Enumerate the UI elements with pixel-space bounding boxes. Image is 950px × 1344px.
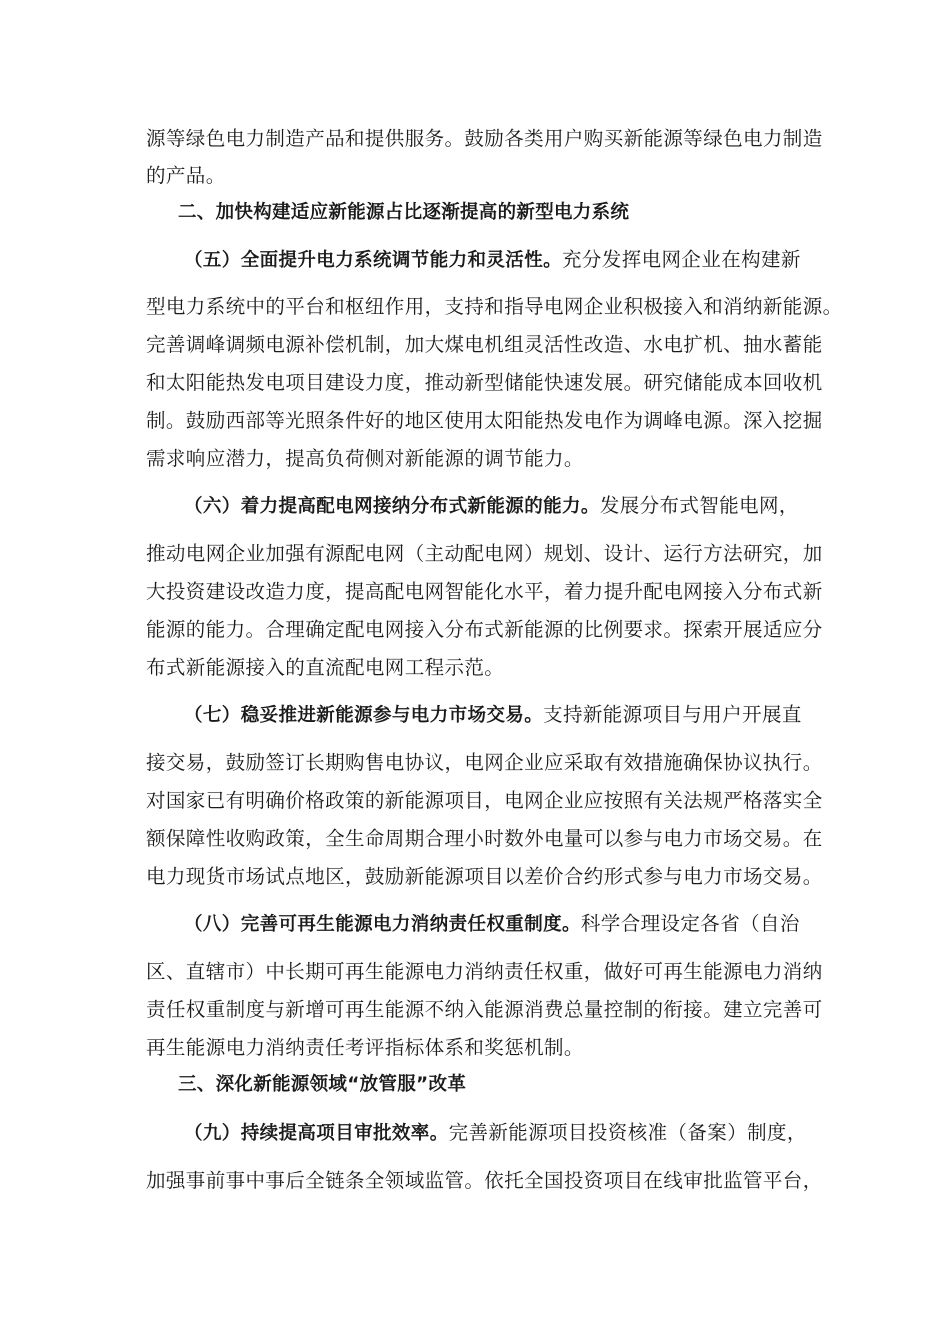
paragraph-line: 再生能源电力消纳责任考评指标体系和奖惩机制。 bbox=[146, 1036, 584, 1059]
paragraph-line: 额保障性收购政策，全生命周期合理小时数外电量可以参与电力市场交易。在 bbox=[146, 827, 823, 850]
item-lead-text: 发展分布式智能电网， bbox=[599, 494, 799, 517]
item-title: （八）完善可再生能源电力消纳责任权重制度。 bbox=[184, 914, 581, 935]
paragraph-line: 对国家已有明确价格政策的新能源项目，电网企业应按照有关法规严格落实全 bbox=[146, 789, 823, 812]
paragraph-line: 布式新能源接入的直流配电网工程示范。 bbox=[146, 656, 505, 679]
paragraph-line: 能源的能力。合理确定配电网接入分布式新能源的比例要求。探索开展适应分 bbox=[146, 618, 823, 641]
item-title: （六）着力提高配电网接纳分布式新能源的能力。 bbox=[184, 496, 600, 517]
item-lead-text: 支持新能源项目与用户开展直 bbox=[543, 703, 802, 726]
item-lead-line bbox=[184, 1119, 807, 1148]
item-lead-line bbox=[184, 701, 802, 730]
paragraph-line: 需求响应潜力，提高负荷侧对新能源的调节能力。 bbox=[146, 447, 584, 470]
paragraph-line: 制。鼓励西部等光照条件好的地区使用太阳能热发电作为调峰电源。深入挖掘 bbox=[146, 409, 823, 432]
paragraph-line: 完善调峰调频电源补偿机制，加大煤电机组灵活性改造、水电扩机、抽水蓄能 bbox=[146, 333, 823, 356]
section-heading: 二、加快构建适应新能源占比逐渐提高的新型电力系统 bbox=[178, 202, 630, 223]
item-lead-line bbox=[184, 910, 800, 939]
paragraph-line: 源等绿色电力制造产品和提供服务。鼓励各类用户购买新能源等绿色电力制造 bbox=[146, 127, 823, 150]
paragraph-line: 接交易，鼓励签订长期购售电协议，电网企业应采取有效措施确保协议执行。 bbox=[146, 751, 823, 774]
item-title: （九）持续提高项目审批效率。 bbox=[184, 1123, 449, 1144]
paragraph-line: 区、直辖市）中长期可再生能源电力消纳责任权重，做好可再生能源电力消纳 bbox=[146, 960, 823, 983]
paragraph-line: 的产品。 bbox=[146, 164, 226, 187]
section-heading: 三、深化新能源领域“放管服”改革 bbox=[178, 1074, 467, 1095]
paragraph-line: 加强事前事中事后全链条全领域监管。依托全国投资项目在线审批监管平台， bbox=[146, 1169, 823, 1192]
item-lead-text: 充分发挥电网企业在构建新 bbox=[562, 248, 801, 271]
paragraph-line: 大投资建设改造力度，提高配电网智能化水平，着力提升配电网接入分布式新 bbox=[146, 580, 823, 603]
paragraph-line: 和太阳能热发电项目建设力度，推动新型储能快速发展。研究储能成本回收机 bbox=[146, 371, 823, 394]
paragraph-line: 型电力系统中的平台和枢纽作用，支持和指导电网企业积极接入和消纳新能源。 bbox=[146, 295, 843, 318]
item-lead-line bbox=[184, 492, 799, 521]
paragraph-line: 电力现货市场试点地区，鼓励新能源项目以差价合约形式参与电力市场交易。 bbox=[146, 865, 823, 888]
item-lead-line bbox=[184, 246, 801, 275]
item-title: （五）全面提升电力系统调节能力和灵活性。 bbox=[184, 250, 563, 271]
item-title: （七）稳妥推进新能源参与电力市场交易。 bbox=[184, 705, 544, 726]
paragraph-line: 责任权重制度与新增可再生能源不纳入能源消费总量控制的衔接。建立完善可 bbox=[146, 998, 823, 1021]
paragraph-line: 推动电网企业加强有源配电网（主动配电网）规划、设计、运行方法研究，加 bbox=[146, 542, 823, 565]
item-lead-text: 科学合理设定各省（自治 bbox=[580, 912, 800, 935]
item-lead-text: 完善新能源项目投资核准（备案）制度， bbox=[448, 1121, 807, 1144]
